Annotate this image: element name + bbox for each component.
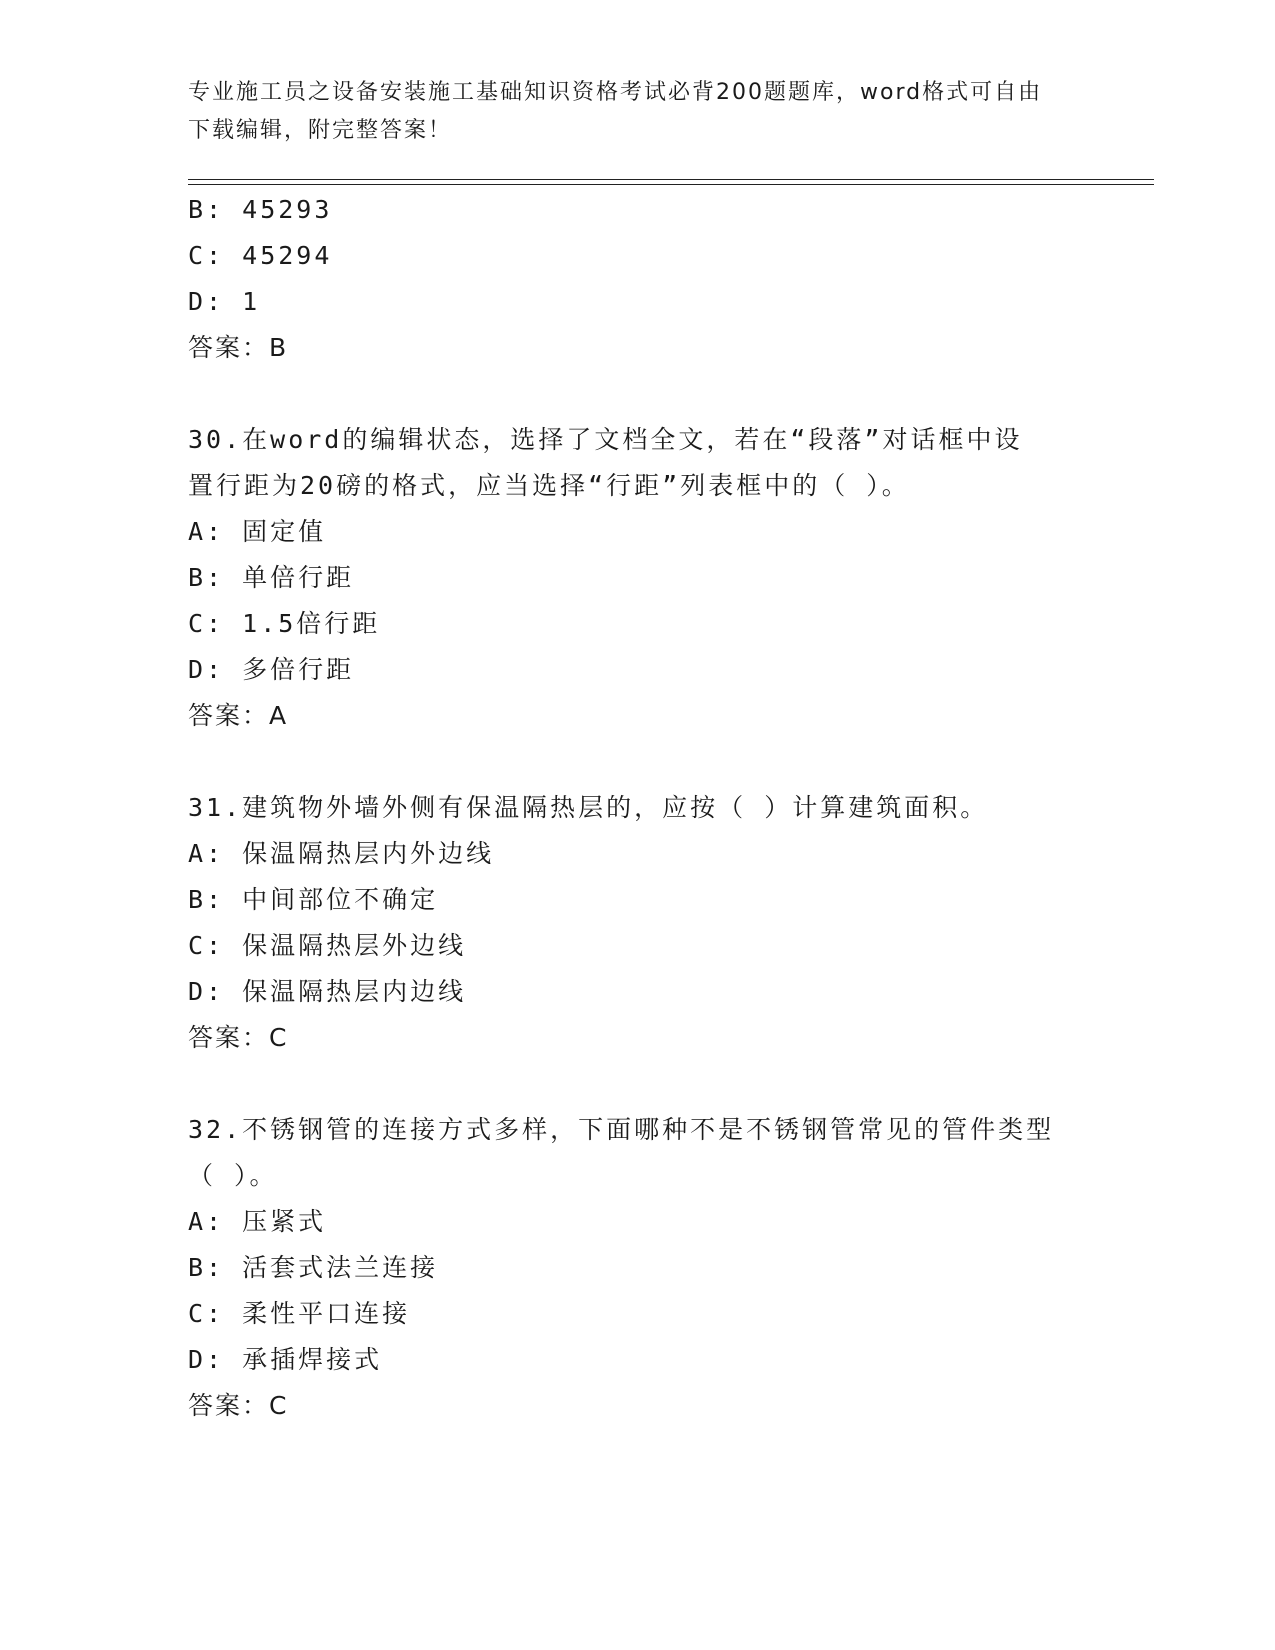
answer: 答案：C: [188, 1391, 289, 1420]
option-b: B: 45293: [188, 195, 333, 224]
option-b: B: 中间部位不确定: [188, 885, 439, 914]
spacer: [188, 739, 1088, 785]
header-line-2: 下载编辑，附完整答案！: [188, 118, 453, 143]
option-d: D: 承插焊接式: [188, 1345, 383, 1374]
answer: 答案：C: [188, 1023, 289, 1052]
option-b: B: 单倍行距: [188, 563, 355, 592]
option-d: D: 保温隔热层内边线: [188, 977, 467, 1006]
header-rule-bottom: [188, 184, 1154, 185]
option-b: B: 活套式法兰连接: [188, 1253, 439, 1282]
option-d: D: 1: [188, 287, 261, 316]
option-a: A: 压紧式: [188, 1207, 327, 1236]
option-d: D: 多倍行距: [188, 655, 355, 684]
option-a: A: 保温隔热层内外边线: [188, 839, 495, 868]
question-32: [188, 1107, 1088, 1429]
question-30: [188, 417, 1088, 739]
option-c: C: 保温隔热层外边线: [188, 931, 467, 960]
question-list: [188, 187, 1088, 1429]
option-c: C: 1.5倍行距: [188, 609, 381, 638]
spacer: [188, 1061, 1088, 1107]
option-a: A: 固定值: [188, 517, 327, 546]
answer: 答案：B: [188, 333, 289, 362]
question-text-line: （ ）。: [188, 1161, 278, 1190]
header-line-1: 专业施工员之设备安装施工基础知识资格考试必背200题题库，word格式可自由: [188, 80, 1043, 105]
spacer: [188, 371, 1088, 417]
question-31: [188, 785, 1088, 1061]
question-text-line: 31.建筑物外墙外侧有保温隔热层的，应按（ ）计算建筑面积。: [188, 793, 989, 822]
question-text-line: 置行距为20磅的格式，应当选择“行距”列表框中的（ ）。: [188, 471, 910, 500]
document-header: [188, 74, 1078, 150]
option-c: C: 45294: [188, 241, 333, 270]
header-rule-top: [188, 179, 1154, 180]
question-text-line: 30.在word的编辑状态，选择了文档全文，若在“段落”对话框中设: [188, 425, 1023, 454]
answer: 答案：A: [188, 701, 289, 730]
question-text-line: 32.不锈钢管的连接方式多样，下面哪种不是不锈钢管常见的管件类型: [188, 1115, 1055, 1144]
option-c: C: 柔性平口连接: [188, 1299, 411, 1328]
carry-over-question: [188, 187, 1088, 371]
